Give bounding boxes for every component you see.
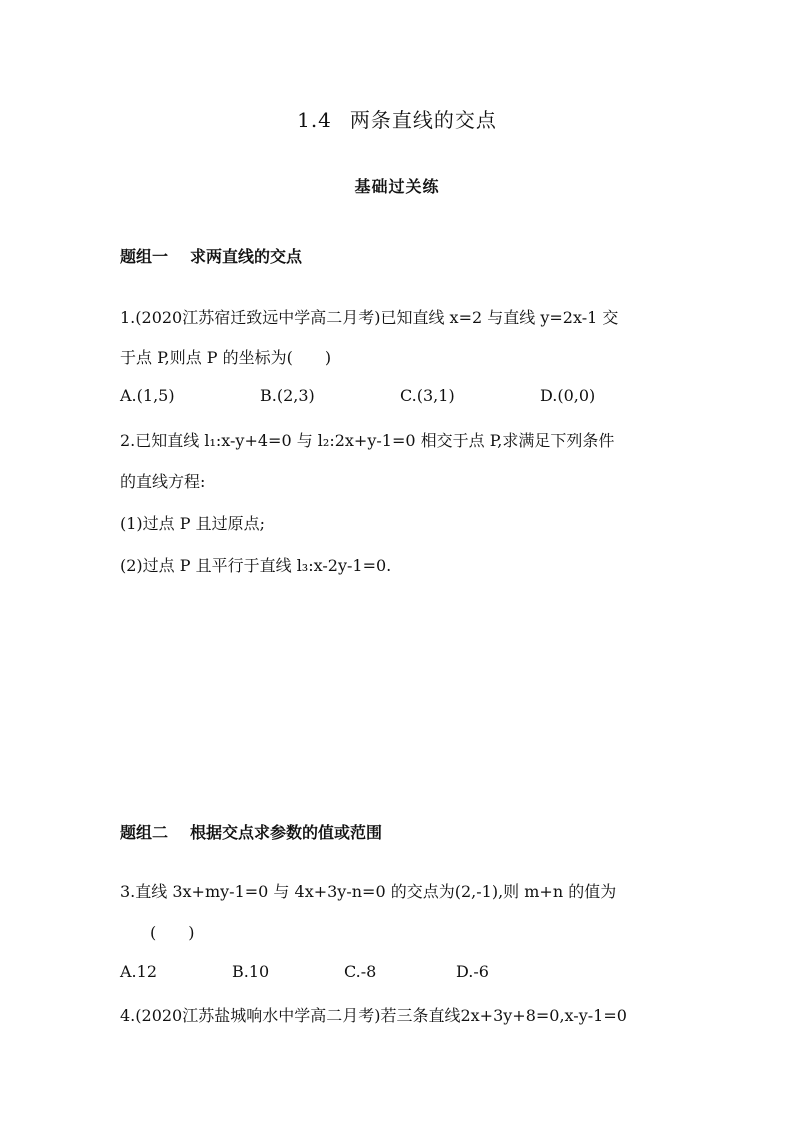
section-title: 两条直线的交点: [349, 108, 497, 132]
question-2-line-2: 的直线方程:: [120, 472, 206, 491]
question-3-line-1: 3.直线 3x+my-1=0 与 4x+3y-n=0 的交点为(2,-1),则 m+n 的值为: [120, 882, 617, 901]
page-title: [0, 104, 794, 133]
option-a: A.12: [120, 962, 157, 981]
option-a: A.(1,5): [120, 386, 175, 405]
question-2-part-1: (1)过点 P 且过原点;: [120, 514, 265, 533]
option-b: B.10: [232, 962, 270, 981]
group-label: 题组一: [120, 247, 169, 266]
option-c: C.(3,1): [400, 386, 455, 405]
question-4-line-1: 4.(2020江苏盐城响水中学高二月考)若三条直线2x+3y+8=0,x-y-1=0: [120, 1006, 627, 1025]
group-heading-1: [120, 244, 302, 267]
group-text: 根据交点求参数的值或范围: [190, 823, 383, 842]
option-c: C.-8: [344, 962, 377, 981]
question-1-options: [120, 386, 595, 405]
page-subtitle: 基础过关练: [354, 177, 440, 196]
section-number: 1.4: [297, 108, 332, 132]
question-3-options: [120, 962, 489, 981]
group-label: 题组二: [120, 823, 169, 842]
option-b: B.(2,3): [260, 386, 315, 405]
question-2-part-2: (2)过点 P 且平行于直线 l₃:x-2y-1=0.: [120, 556, 392, 575]
question-1-line-2: 于点 P,则点 P 的坐标为( ): [120, 348, 332, 367]
question-1-line-1: 1.(2020江苏宿迁致远中学高二月考)已知直线 x=2 与直线 y=2x-1 交: [120, 308, 619, 327]
group-text: 求两直线的交点: [190, 247, 303, 266]
question-2-line-1: 2.已知直线 l₁:x-y+4=0 与 l₂:2x+y-1=0 相交于点 P,求满足下列条件: [120, 431, 615, 450]
group-heading-2: [120, 820, 382, 843]
option-d: D.(0,0): [540, 386, 596, 405]
option-d: D.-6: [456, 962, 489, 981]
question-3-line-2: ( ): [150, 923, 195, 942]
